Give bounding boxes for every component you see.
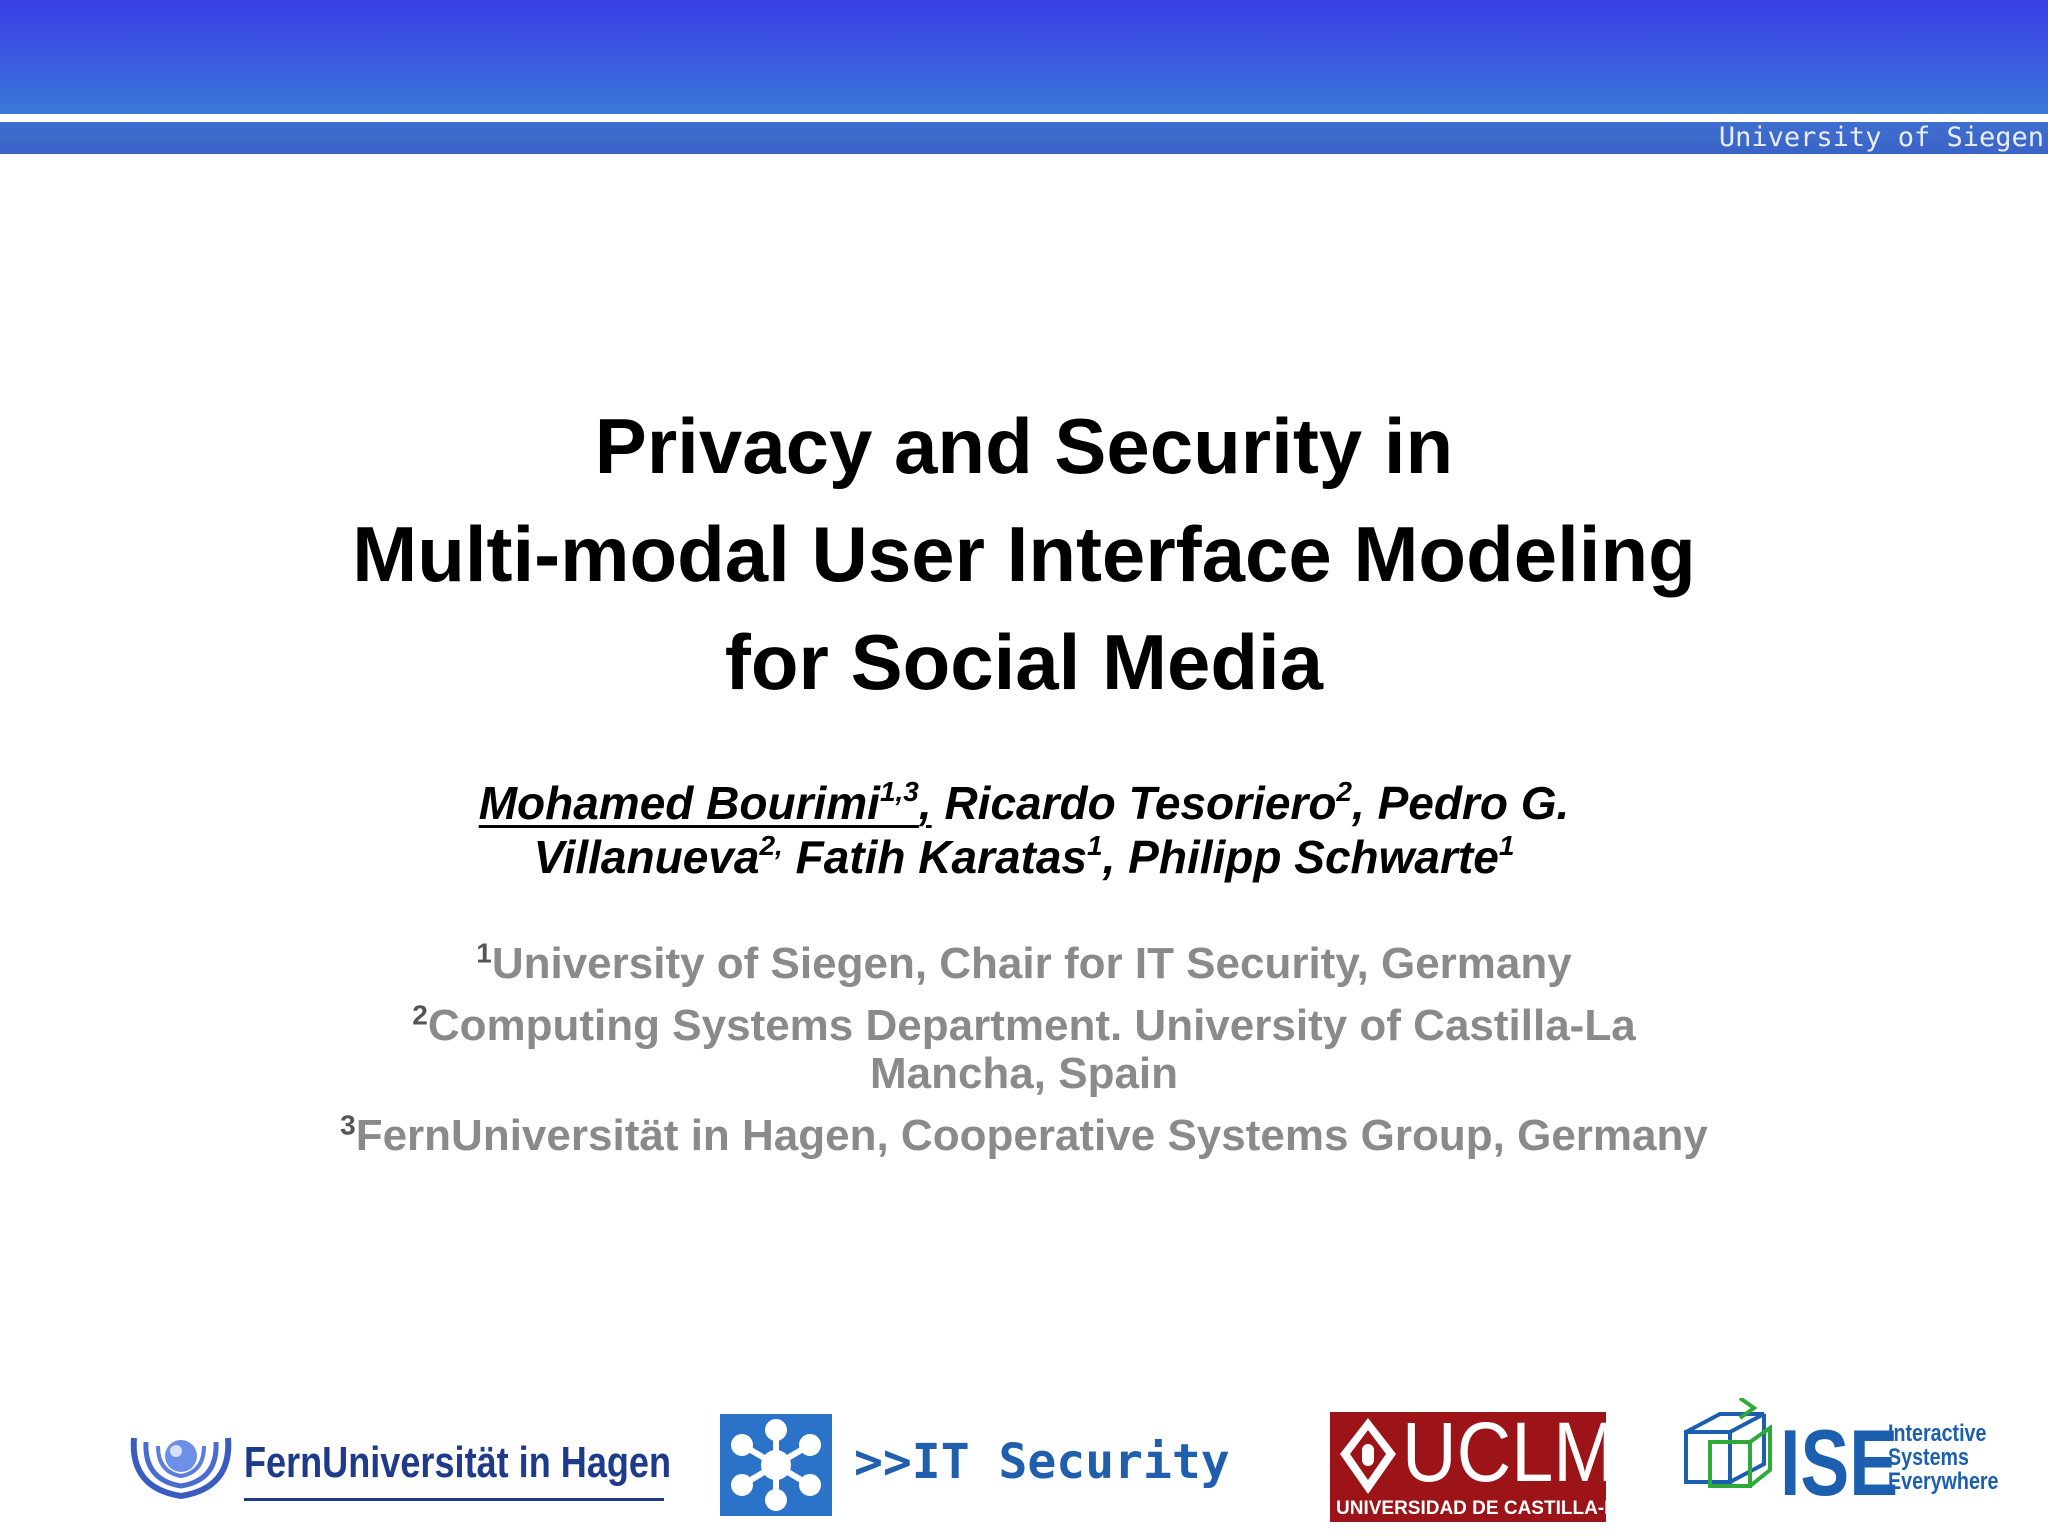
author-name-part: Villanueva — [533, 831, 760, 883]
author-list — [0, 776, 2048, 884]
author-affiliation-marker: 2 — [1336, 775, 1352, 807]
ise-wordmark: ISE — [1780, 1410, 1899, 1515]
author-line-2: Villanueva$^{2,}$ Fatih Karatas$^1$, Philipp Schwarte$^1$ — [533, 829, 1515, 883]
author-affiliation-marker: 1 — [1498, 829, 1515, 861]
author-affiliation-marker: 1 — [1087, 829, 1103, 861]
it-network-icon — [720, 1414, 832, 1516]
author-name: Mohamed Bourimi — [478, 777, 880, 829]
ise-cube-icon — [1680, 1398, 1780, 1508]
affiliation-3 — [0, 1109, 2048, 1160]
fernuniversitaet-logo — [126, 1418, 672, 1508]
ise-tagline-line: Everywhere — [1888, 1468, 1999, 1495]
affiliation-2 — [0, 999, 2048, 1050]
uclm-emblem-icon — [1336, 1414, 1400, 1498]
author-presenting: Mohamed Bourimi$^{1,3}$, — [478, 775, 932, 829]
uclm-logo — [1330, 1405, 1719, 1522]
affiliation-number: 1 — [476, 937, 492, 969]
it-security-wordmark: >>IT Security — [854, 1434, 1230, 1490]
affiliation-text: Computing Systems Department. University of Castilla-La — [427, 1001, 1636, 1050]
author-name: Ricardo Tesoriero — [944, 777, 1337, 829]
ise-tagline-line: Interactive — [1888, 1420, 1987, 1447]
fern-underline — [244, 1498, 664, 1501]
ise-tagline — [1888, 1422, 1999, 1494]
fern-emblem-icon — [126, 1418, 236, 1508]
uclm-wordmark: UCLM — [1402, 1405, 1617, 1499]
affiliation-text: University of Siegen, Chair for IT Security, Germany — [491, 939, 1572, 988]
affiliation-2-continued: Mancha, Spain — [869, 1049, 1179, 1098]
ise-tagline-line: Systems — [1888, 1444, 1969, 1471]
author-name-part: Pedro G. — [1377, 777, 1570, 829]
affiliation-1 — [0, 937, 2048, 988]
title-line-3: for Social Media — [724, 618, 1324, 706]
header-divider — [0, 114, 2048, 122]
affiliation-number: 3 — [340, 1109, 356, 1141]
it-security-logo — [720, 1414, 1300, 1516]
author-affiliation-marker: 1,3 — [879, 775, 919, 807]
slide-title — [0, 392, 2048, 716]
header-institution: University of Siegen — [1718, 122, 2044, 153]
author-name: Fatih Karatas — [795, 831, 1088, 883]
title-line-2: Multi-modal User Interface Modeling — [352, 510, 1696, 598]
author-affiliation-marker: 2, — [759, 829, 783, 861]
author-line-1: Mohamed Bourimi$^{1,3}$, Ricardo Tesoriero$^2$, Pedro G. — [478, 775, 1570, 829]
fern-wordmark: FernUniversität in Hagen — [244, 1438, 672, 1487]
title-line-1: Privacy and Security in — [594, 402, 1454, 490]
uclm-subtitle: UNIVERSIDAD DE CASTILLA-LA MANCHA — [1336, 1498, 1719, 1519]
author-name: Philipp Schwarte — [1128, 831, 1499, 883]
affiliation-text: FernUniversität in Hagen, Cooperative Systems Group, Germany — [355, 1111, 1708, 1160]
affiliation-list — [0, 937, 2048, 1160]
affiliation-number: 2 — [412, 999, 428, 1031]
header-band — [0, 0, 2048, 114]
ise-logo — [1680, 1398, 2000, 1515]
